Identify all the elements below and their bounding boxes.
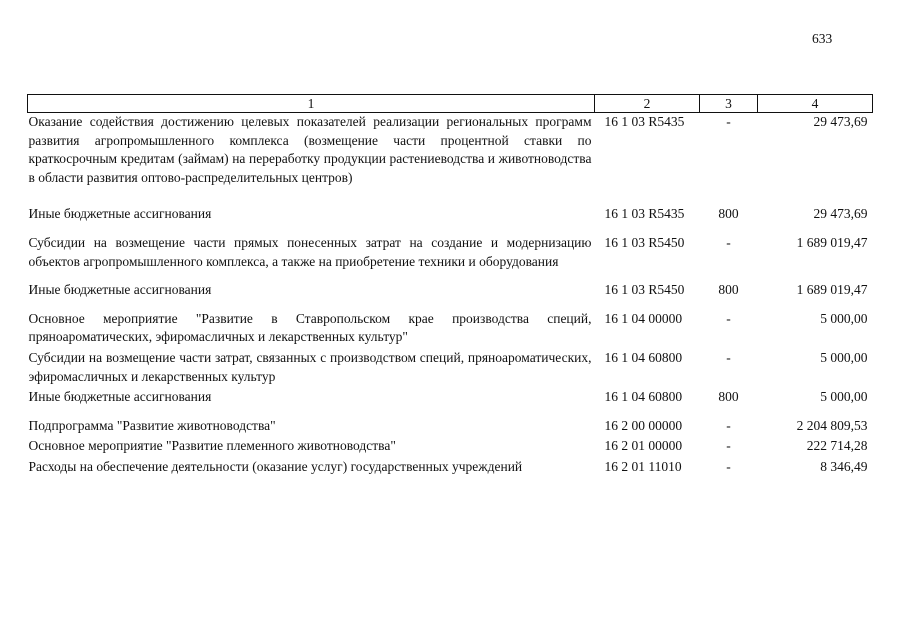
header-col-2: 2 <box>595 95 700 113</box>
row-expense-type: 800 <box>718 206 739 222</box>
row-expense-type: 800 <box>718 389 739 405</box>
row-expense-type: - <box>726 438 731 454</box>
row-amount: 1 689 019,47 <box>796 282 868 298</box>
row-name: Иные бюджетные ассигнования <box>28 389 212 405</box>
table-header-row <box>28 95 873 113</box>
row-amount: 29 473,69 <box>813 206 868 222</box>
row-code: 16 2 00 00000 <box>604 417 683 433</box>
row-name: Расходы на обеспечение деятельности (оказание услуг) государственных учреждений <box>28 458 523 474</box>
row-amount: 5 000,00 <box>820 389 868 405</box>
table-row <box>28 281 873 310</box>
table-row <box>28 113 873 206</box>
row-expense-type: - <box>726 417 731 433</box>
row-code: 16 1 04 00000 <box>604 310 683 326</box>
header-col-4: 4 <box>758 95 873 113</box>
table-row <box>28 310 873 349</box>
header-col-3: 3 <box>700 95 758 113</box>
row-code: 16 1 03 R5435 <box>604 206 685 222</box>
row-code: 16 1 03 R5450 <box>604 234 685 250</box>
row-expense-type: 800 <box>718 282 739 298</box>
row-name: Субсидии на возмещение части затрат, связанных с производством специй, пряноароматических, эфиромасличных и лекарственных культур <box>28 349 592 384</box>
row-amount: 2 204 809,53 <box>796 417 868 433</box>
row-code: 16 1 04 60800 <box>604 349 683 365</box>
row-amount: 222 714,28 <box>806 438 868 454</box>
row-code: 16 2 01 00000 <box>604 438 683 454</box>
table-row <box>28 417 873 438</box>
row-name: Основное мероприятие "Развитие племенного животноводства" <box>28 438 396 454</box>
header-col-1: 1 <box>28 95 595 113</box>
table-row <box>28 388 873 417</box>
row-amount: 5 000,00 <box>820 310 868 326</box>
row-expense-type: - <box>726 114 731 129</box>
row-amount: 8 346,49 <box>820 458 868 474</box>
table-row <box>28 437 873 458</box>
row-name: Оказание содействия достижению целевых показателей реализации региональных программ развития агропромышленного комплекса (возмещение части процентной ставки по краткосрочным кредитам (займам) на переработку продукции растениеводства и животноводства в области развития оптово-распределительных центров) <box>28 114 592 185</box>
page-number: 633 <box>812 31 833 46</box>
table-row <box>28 234 873 281</box>
row-code: 16 1 03 R5450 <box>604 282 685 298</box>
table-row <box>28 458 873 477</box>
row-name: Субсидии на возмещение части прямых понесенных затрат на создание и модернизацию объектов агропромышленного комплекса, а также на приобретение техники и оборудования <box>28 234 592 269</box>
row-amount: 5 000,00 <box>820 349 868 365</box>
row-name: Подпрограмма "Развитие животноводства" <box>28 417 276 433</box>
row-name: Иные бюджетные ассигнования <box>28 206 212 222</box>
row-code: 16 1 03 R5435 <box>604 114 685 129</box>
row-expense-type: - <box>726 349 731 365</box>
row-name: Основное мероприятие "Развитие в Ставропольском крае производства специй, пряноароматических, эфиромасличных и лекарственных культур" <box>28 310 592 345</box>
row-expense-type: - <box>726 234 731 250</box>
row-expense-type: - <box>726 310 731 326</box>
row-name: Иные бюджетные ассигнования <box>28 282 212 298</box>
row-amount: 29 473,69 <box>813 114 868 129</box>
row-expense-type: - <box>726 458 731 474</box>
row-amount: 1 689 019,47 <box>796 234 868 250</box>
row-code: 16 1 04 60800 <box>604 389 683 405</box>
table-row <box>28 205 873 234</box>
row-code: 16 2 01 11010 <box>604 458 682 474</box>
table-row <box>28 349 873 388</box>
budget-table <box>27 94 873 477</box>
